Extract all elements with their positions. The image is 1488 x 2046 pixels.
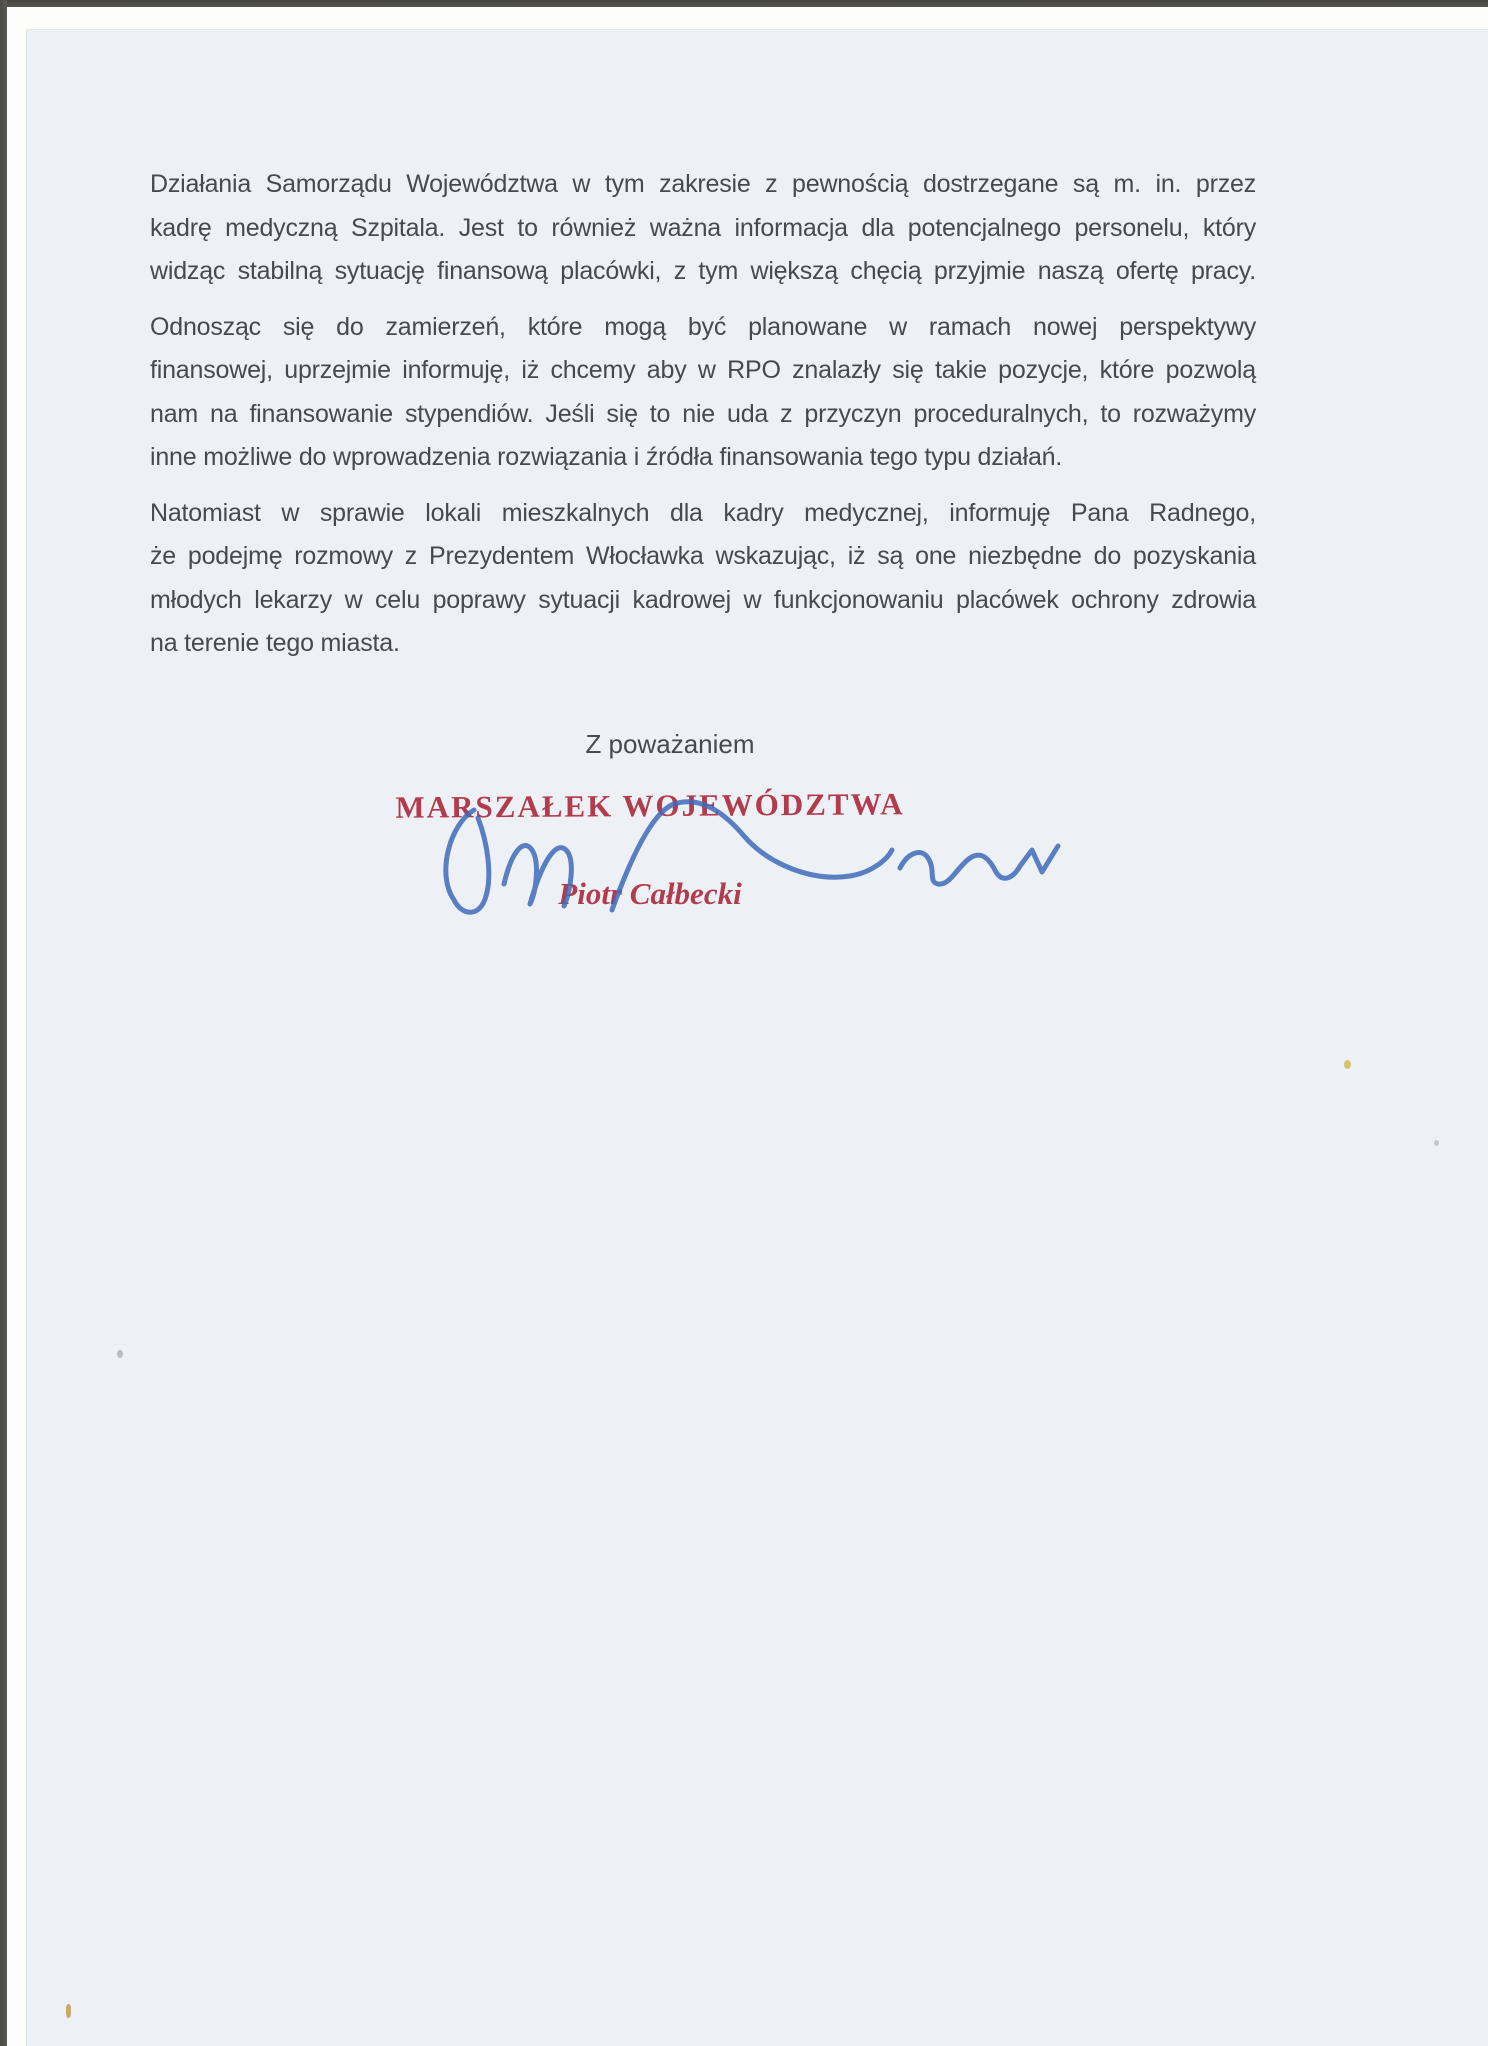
letter-body	[150, 163, 1256, 678]
letter-line: widząc stabilną sytuację finansową placówki, z tym większą chęcią przyjmie naszą ofertę pracy.	[150, 257, 1256, 285]
signature-ink	[430, 788, 1090, 933]
letter-line: inne możliwe do wprowadzenia rozwiązania i źródła finansowania tego typu działań.	[150, 443, 1063, 471]
letter-line: młodych lekarzy w celu poprawy sytuacji kadrowej w funkcjonowaniu placówek ochrony zdrowia	[150, 585, 1256, 614]
letter-line: że podejmę rozmowy z Prezydentem Włocławka wskazując, iż są one niezbędne do pozyskania	[150, 542, 1256, 570]
paragraph	[150, 306, 1256, 480]
signer-name: Piotr Całbecki	[558, 876, 742, 911]
letter-line: Natomiast w sprawie lokali mieszkalnych dla kadry medycznej, informuję Pana Radnego,	[150, 498, 1256, 527]
scan-speck	[117, 1350, 123, 1358]
letter-line: Działania Samorządu Województwa w tym zakresie z pewnością dostrzegane są m. in. przez	[150, 170, 1256, 198]
letter-line: finansowej, uprzejmie informuję, iż chcemy aby w RPO znalazły się takie pozycje, które pozwolą	[150, 356, 1256, 384]
paragraph	[150, 492, 1256, 666]
scan-edge-top	[0, 0, 1488, 7]
letter-line: Odnosząc się do zamierzeń, które mogą być planowane w ramach nowej perspektywy	[150, 312, 1256, 341]
scan-speck	[66, 2004, 71, 2018]
scan-speck	[1434, 1140, 1439, 1146]
paragraph	[150, 163, 1256, 294]
letter-line: na terenie tego miasta.	[150, 629, 400, 657]
closing-salutation: Z poważaniem	[585, 729, 755, 759]
scan-speck	[1344, 1060, 1351, 1069]
marshal-title-stamp: MARSZAŁEK WOJEWÓDZTWA	[395, 786, 905, 825]
scan-edge-left	[0, 0, 7, 2046]
letter-line: nam na finansowanie stypendiów. Jeśli się to nie uda z przyczyn proceduralnych, to rozważymy	[150, 399, 1256, 428]
letter-line: kadrę medyczną Szpitala. Jest to również ważna informacja dla potencjalnego personelu, który	[150, 213, 1256, 242]
